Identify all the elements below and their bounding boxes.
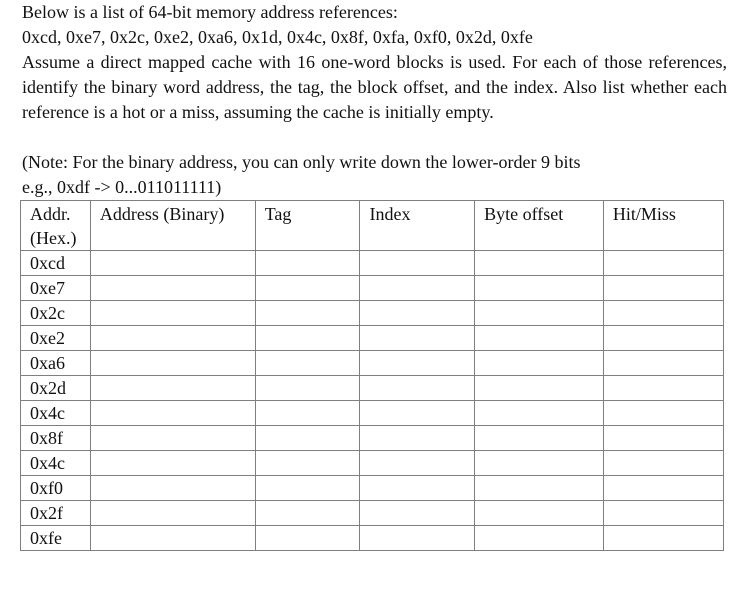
header-address-binary: Address (Binary): [90, 201, 255, 251]
offset-cell[interactable]: [475, 326, 604, 351]
header-row: [21, 201, 724, 251]
offset-cell[interactable]: [475, 251, 604, 276]
offset-cell[interactable]: [475, 351, 604, 376]
index-cell[interactable]: [360, 426, 475, 451]
table-row: [21, 326, 724, 351]
index-cell[interactable]: [360, 376, 475, 401]
index-cell[interactable]: [360, 301, 475, 326]
binary-cell[interactable]: [90, 351, 255, 376]
note-line-2: e.g., 0xdf -> 0...011011111): [22, 177, 222, 197]
binary-cell[interactable]: [90, 401, 255, 426]
tag-cell[interactable]: [255, 526, 360, 551]
index-cell[interactable]: [360, 401, 475, 426]
hitmiss-cell[interactable]: [603, 301, 723, 326]
addr-hex-cell: 0x8f: [21, 426, 91, 451]
hitmiss-cell[interactable]: [603, 276, 723, 301]
hitmiss-cell[interactable]: [603, 251, 723, 276]
table-row: [21, 251, 724, 276]
binary-cell[interactable]: [90, 326, 255, 351]
intro-text: Below is a list of 64-bit memory address references:: [22, 2, 398, 22]
instructions-text: Assume a direct mapped cache with 16 one-word blocks is used. For each of those references, identify the binary word address, the tag, the block offset, and the index. Also list whether each reference is a hot or a miss, assuming the cache is initially empty.: [22, 52, 727, 122]
addr-hex-cell: 0xf0: [21, 476, 91, 501]
addr-hex-cell: 0xa6: [21, 351, 91, 376]
table-row: [21, 301, 724, 326]
tag-cell[interactable]: [255, 351, 360, 376]
addr-hex-cell: 0x4c: [21, 401, 91, 426]
binary-cell[interactable]: [90, 526, 255, 551]
binary-cell[interactable]: [90, 476, 255, 501]
tag-cell[interactable]: [255, 276, 360, 301]
table-row: [21, 426, 724, 451]
offset-cell[interactable]: [475, 526, 604, 551]
offset-cell[interactable]: [475, 376, 604, 401]
binary-cell[interactable]: [90, 501, 255, 526]
hitmiss-cell[interactable]: [603, 351, 723, 376]
addr-hex-cell: 0xe2: [21, 326, 91, 351]
addr-hex-cell: 0x2c: [21, 301, 91, 326]
hitmiss-cell[interactable]: [603, 526, 723, 551]
table-row: [21, 501, 724, 526]
hitmiss-cell[interactable]: [603, 451, 723, 476]
index-cell[interactable]: [360, 276, 475, 301]
address-list: 0xcd, 0xe7, 0x2c, 0xe2, 0xa6, 0x1d, 0x4c, 0x8f, 0xfa, 0xf0, 0x2d, 0xfe: [22, 27, 533, 47]
addr-hex-cell: 0xcd: [21, 251, 91, 276]
table-row: [21, 351, 724, 376]
answer-table: [20, 200, 724, 551]
binary-cell[interactable]: [90, 451, 255, 476]
hitmiss-cell[interactable]: [603, 376, 723, 401]
binary-cell[interactable]: [90, 376, 255, 401]
table-row: [21, 476, 724, 501]
offset-cell[interactable]: [475, 276, 604, 301]
header-byte-offset: Byte offset: [475, 201, 604, 251]
index-cell[interactable]: [360, 451, 475, 476]
spacer: [22, 125, 727, 150]
header-index: Index: [360, 201, 475, 251]
addr-hex-cell: 0xe7: [21, 276, 91, 301]
header-addr-hex: Addr. (Hex.): [21, 201, 91, 251]
header-tag: Tag: [255, 201, 360, 251]
addr-hex-cell: 0xfe: [21, 526, 91, 551]
tag-cell[interactable]: [255, 451, 360, 476]
tag-cell[interactable]: [255, 426, 360, 451]
offset-cell[interactable]: [475, 426, 604, 451]
addr-hex-cell: 0x4c: [21, 451, 91, 476]
tag-cell[interactable]: [255, 476, 360, 501]
offset-cell[interactable]: [475, 301, 604, 326]
index-cell[interactable]: [360, 476, 475, 501]
offset-cell[interactable]: [475, 476, 604, 501]
binary-cell[interactable]: [90, 251, 255, 276]
table-row: [21, 526, 724, 551]
index-cell[interactable]: [360, 501, 475, 526]
hitmiss-cell[interactable]: [603, 401, 723, 426]
hitmiss-cell[interactable]: [603, 326, 723, 351]
binary-cell[interactable]: [90, 276, 255, 301]
table-row: [21, 276, 724, 301]
offset-cell[interactable]: [475, 401, 604, 426]
hitmiss-cell[interactable]: [603, 501, 723, 526]
binary-cell[interactable]: [90, 301, 255, 326]
tag-cell[interactable]: [255, 326, 360, 351]
index-cell[interactable]: [360, 526, 475, 551]
hitmiss-cell[interactable]: [603, 476, 723, 501]
index-cell[interactable]: [360, 251, 475, 276]
addr-hex-cell: 0x2d: [21, 376, 91, 401]
note-line-1: (Note: For the binary address, you can only write down the lower-order 9 bits: [22, 152, 581, 172]
tag-cell[interactable]: [255, 376, 360, 401]
offset-cell[interactable]: [475, 501, 604, 526]
offset-cell[interactable]: [475, 451, 604, 476]
addr-hex-cell: 0x2f: [21, 501, 91, 526]
binary-cell[interactable]: [90, 426, 255, 451]
index-cell[interactable]: [360, 351, 475, 376]
table-row: [21, 401, 724, 426]
tag-cell[interactable]: [255, 401, 360, 426]
index-cell[interactable]: [360, 326, 475, 351]
table-row: [21, 376, 724, 401]
header-hit-miss: Hit/Miss: [603, 201, 723, 251]
table-row: [21, 451, 724, 476]
hitmiss-cell[interactable]: [603, 426, 723, 451]
tag-cell[interactable]: [255, 301, 360, 326]
tag-cell[interactable]: [255, 251, 360, 276]
tag-cell[interactable]: [255, 501, 360, 526]
